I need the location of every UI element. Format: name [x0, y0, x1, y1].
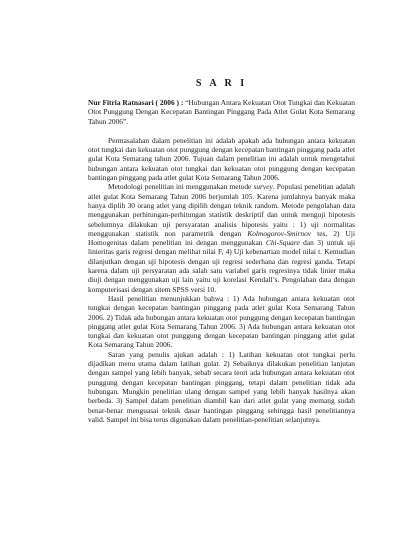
method-text-3: tes, 2) Uji Homogenitas dalam penelitian ini dengan menggunakan — [88, 228, 355, 248]
paragraph-method — [88, 182, 355, 294]
method-term-survey: survey — [253, 182, 273, 192]
citation — [88, 98, 355, 126]
paragraph-results: Hasil penelitian menunjukkan bahwa : 1) Ada hubungan antara kekuatan otot tungkai dengan kecepatan bantingan pinggang pada atlet gulat Kota Semarang Tahun 2006. 2) Tidak ada hubungan antara kekuatan otot punggung dengan kecepatan bantingan pinggang atlet gulat Kota Semarang Tahun 2006. 3) Ada hubungan antara kekuatan otot tungkai dan kekuatan otot punggung dengan kecepatan bantingan pinggang atlet gulat Kota Semarang Tahun 2006. — [88, 293, 355, 350]
method-term-chi: Chi-Square — [265, 238, 300, 248]
method-text-4: dan 3) untuk uji linieritas garis regresi dengan melihat nilai F, 4) Uji kebenartian model nilai t. Kemudian dilanjutkan dengan uji hipotesis dengan uji regresi sederhana dan regresi ganda. Tetapi karena dalam uji persyaratan ada salah satu variabel garis regresinya tidak linier maka diuji dengan menggunakan uji lain yaitu uji korelasi Kendall’s. Pengolahan data dengan komputerisasi dengan sitem SPSS versi 10. — [88, 238, 356, 294]
method-text-1: Metodologi penelitian ini menggunakan metode — [108, 182, 254, 192]
method-term-ks: Kolmogorov-Smirnov — [247, 228, 312, 238]
document-page — [88, 78, 355, 424]
citation-author: Nur Fitria Ratnasari ( 2006 ) : — [88, 98, 184, 107]
citation-text: “Hubungan Antara Kekuatan Otot Tungkai dan Kekuatan Otot Punggung Dengan Kecepatan Bantingan Pinggang Pada Atlet Gulat Kota Semarang Tahun 2006”. — [88, 98, 355, 126]
paragraph-suggestions: Saran yang penulis ajukan adalah : 1) Latihan kekuatan otot tungkai perlu dijadikan menu utama dalam latihan gulat. 2) Sebaiknya dilakukan penelitian lanjutan dengan sampel yang lebih banyak, sebab secara teori ada hubungan antara kekuatan otot punggung dengan kecepatan bantingan pinggang, tetapi dalam penelitian tidak ada hubungan. Mungkin penelitian ulang dengan sampel yang lebih banyak hasilnya akan berbeda. 3) Sampel dalam penelitian diambil kan dari atlet gulat yang memang sudah benar-benar menguasai teknik dasar bantingan pinggang sehingga hasil penelitiannya valid. Sampel ini bisa terus digunakan dalam penelitian-penelitian selanjutnya. — [88, 349, 355, 424]
paragraph-problem: Permasalahan dalam penelitian ini adalah apakah ada hubungan antara kekuatan otot tungkai dan kekuatan otot punggung dengan kecepatan bantingan pinggang pada atlet gulat Kota Semarang tahun 2006. Tujuan dalam penelitian ini adalah untuk mengetahui hubungan antara kekuatan otot tungkai dan kekuatan otot punggung dengan kecepatan bantingan pinggang pada atlet gulat Kota Semarang Tahun 2006. — [88, 135, 355, 183]
document-title: S A R I — [195, 78, 248, 89]
method-text-2: . Populasi penelitian adalah atlet gulat Kota Semarang Tahun 2006 berjumlah 105. Karena jumlahnya banyak maka hanya diplih 30 orang atlet yang dipilih dengan teknik random. Metode pengolahan data menggunakan perhitungan-perhitungan statistik deskriptif dan untuk menguji hipotesis sebelumnya dilakukan uji persyaratan analisis hipotesis yaitu : 1) uji normalitas menggunakan statistik non parametrik dengan — [88, 182, 355, 238]
